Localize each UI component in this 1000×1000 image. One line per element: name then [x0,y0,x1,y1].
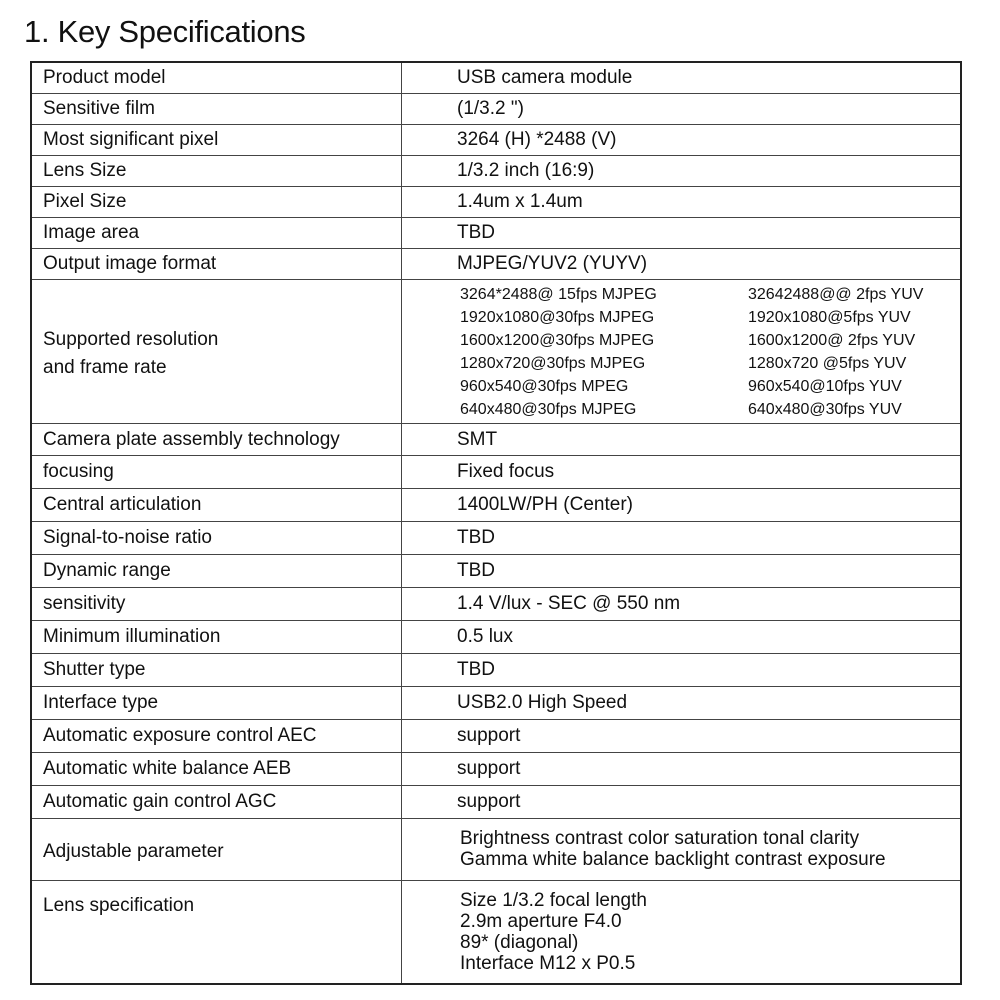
spec-key: Product model [31,62,402,93]
spec-key: Dynamic range [31,554,402,587]
table-row [31,62,961,93]
spec-value: support [402,719,962,752]
table-row [31,653,961,686]
spec-value: 1400LW/PH (Center) [402,488,962,521]
spec-key: Sensitive film [31,93,402,124]
spec-key: Adjustable parameter [31,818,402,880]
table-row [31,686,961,719]
table-row [31,620,961,653]
table-row [31,155,961,186]
spec-value: 1.4 V/lux - SEC @ 550 nm [402,587,962,620]
spec-value: TBD [402,521,962,554]
resolution-yuv: 1600x1200@ 2fps YUV [748,332,916,349]
spec-key: Image area [31,217,402,248]
spec-key: sensitivity [31,587,402,620]
table-row [31,719,961,752]
spec-value: TBD [402,217,962,248]
spec-value-line: Size 1/3.2 focal length [460,889,647,911]
spec-key: Lens Size [31,155,402,186]
resolution-yuv: 1920x1080@5fps YUV [748,309,911,326]
table-row [31,124,961,155]
resolution-yuv: 640x480@30fps YUV [748,401,902,418]
table-row [31,186,961,217]
table-row [31,587,961,620]
spec-value-line: 89* (diagonal) [460,931,579,953]
resolution-label-line: and frame rate [43,357,167,378]
spec-key: Minimum illumination [31,620,402,653]
spec-value: TBD [402,554,962,587]
spec-value: SMT [402,423,962,455]
spec-key: Pixel Size [31,186,402,217]
resolution-mjpeg: 960x540@30fps MPEG [460,378,629,395]
spec-key: Shutter type [31,653,402,686]
resolution-mjpeg: 1600x1200@30fps MJPEG [460,332,655,349]
table-row [31,488,961,521]
spec-value: 0.5 lux [402,620,962,653]
spec-value: support [402,785,962,818]
spec-key: Automatic white balance AEB [31,752,402,785]
table-row [31,455,961,488]
spec-key: Output image format [31,248,402,279]
spec-value: USB camera module [402,62,962,93]
spec-key: Automatic gain control AGC [31,785,402,818]
table-row [31,93,961,124]
resolution-mjpeg: 640x480@30fps MJPEG [460,401,637,418]
spec-value: Fixed focus [402,455,962,488]
resolution-mjpeg: 1280x720@30fps MJPEG [460,355,646,372]
spec-value: TBD [402,653,962,686]
spec-value-line: Gamma white balance backlight contrast exposure [460,849,886,870]
table-row [31,785,961,818]
spec-key: Automatic exposure control AEC [31,719,402,752]
spec-key: Lens specification [31,880,402,984]
table-row [31,880,961,984]
spec-key [31,279,402,423]
resolution-yuv: 960x540@10fps YUV [748,378,902,395]
spec-value-line: Brightness contrast color saturation tonal clarity [460,828,860,849]
spec-value-line: 2.9m aperture F4.0 [460,910,622,932]
table-row-resolution [31,279,961,423]
spec-value: MJPEG/YUV2 (YUYV) [402,248,962,279]
resolution-yuv: 1280x720 @5fps YUV [748,355,907,372]
table-row [31,818,961,880]
resolution-list [402,279,962,423]
spec-value: 1/3.2 inch (16:9) [402,155,962,186]
spec-value: (1/3.2 ") [402,93,962,124]
spec-table [30,61,962,985]
table-row [31,752,961,785]
spec-value [402,880,962,984]
resolution-mjpeg: 3264*2488@ 15fps MJPEG [460,286,657,303]
table-row [31,521,961,554]
resolution-mjpeg: 1920x1080@30fps MJPEG [460,309,655,326]
page-title: 1. Key Specifications [24,14,306,49]
table-row [31,423,961,455]
spec-value-line: Interface M12 x P0.5 [460,952,636,974]
spec-key: Signal-to-noise ratio [31,521,402,554]
spec-key: Central articulation [31,488,402,521]
resolution-yuv: 32642488@@ 2fps YUV [748,286,924,303]
table-row [31,217,961,248]
spec-value [402,818,962,880]
spec-key: Most significant pixel [31,124,402,155]
resolution-label-line: Supported resolution [43,329,219,350]
spec-key: Interface type [31,686,402,719]
table-row [31,248,961,279]
spec-value: 3264 (H) *2488 (V) [402,124,962,155]
spec-key: focusing [31,455,402,488]
spec-value: USB2.0 High Speed [402,686,962,719]
spec-value: support [402,752,962,785]
resolution-label [43,320,401,382]
table-row [31,554,961,587]
spec-key: Camera plate assembly technology [31,423,402,455]
spec-value: 1.4um x 1.4um [402,186,962,217]
